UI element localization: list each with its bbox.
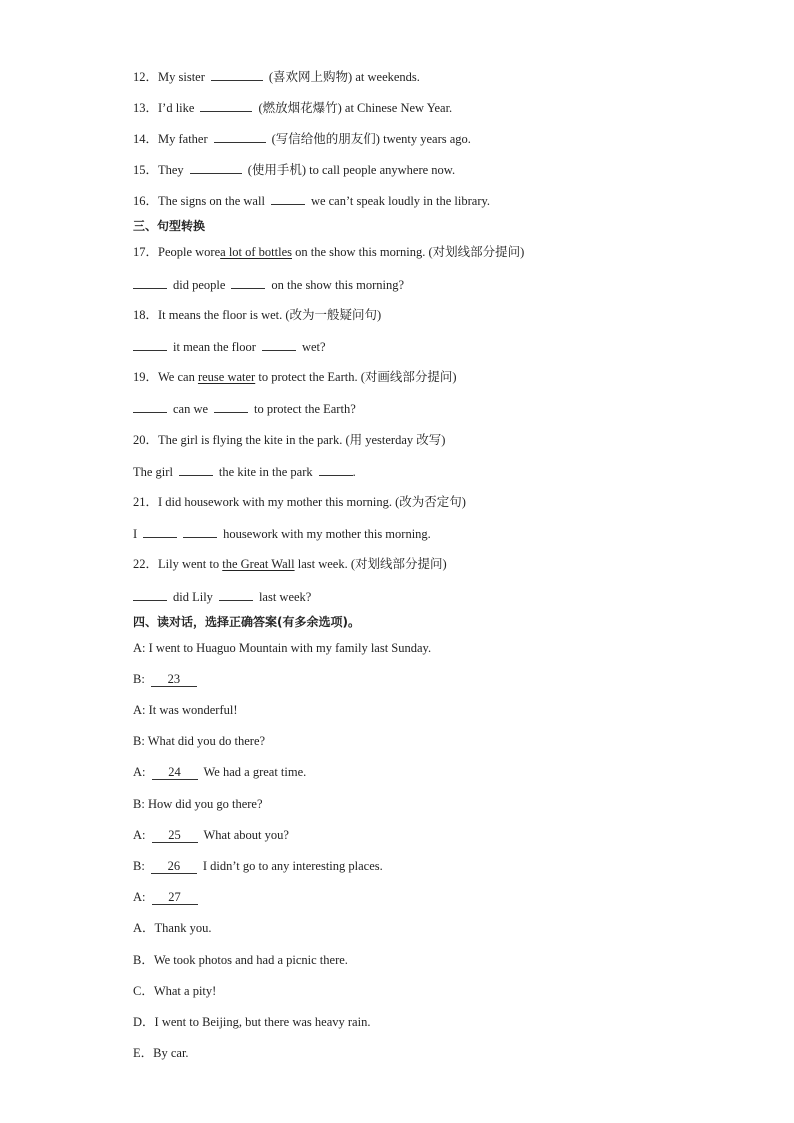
q20-answer-mid: the kite in the park [218,465,313,479]
q18-answer-tail: wet? [301,340,326,354]
answer-slot-25[interactable]: 25 [152,829,198,843]
q16-prompt: 16．The signs on the wall [133,194,265,208]
answer-slot-23[interactable]: 23 [151,673,197,687]
q19-answer-tail: to protect the Earth? [254,402,356,416]
question-17 [133,244,524,260]
dialog-line-7 [133,827,289,843]
q17-tail: on the show this morning. (对划线部分提问) [295,245,525,259]
dialog-line-4 [133,733,265,749]
answer-blank-19b[interactable] [214,400,248,413]
q21-answer-tail: housework with my mother this morning. [223,527,431,541]
answer-slot-26[interactable]: 26 [151,860,197,874]
q14-tail: twenty years ago. [383,132,471,146]
dialog-text: We had a great time. [203,765,307,779]
q13-chinese-hint: (燃放烟花爆竹) [258,101,342,115]
question-22 [133,556,447,572]
q18-answer-mid: it mean the floor [173,340,256,354]
answer-blank-22a[interactable] [133,588,167,601]
question-12 [133,68,420,85]
q21-answer-head: I [133,527,138,541]
q12-chinese-hint: (喜欢网上购物) [268,70,353,84]
answer-blank-20b[interactable] [319,463,353,476]
q20-answer-tail: . [352,465,356,479]
dialog-line-9 [133,889,198,905]
question-19 [133,369,457,385]
q17-prompt: 17．People wore [133,245,221,259]
speaker-label: A: [133,703,146,717]
answer-line-20 [133,463,356,480]
q20-answer-head: The girl [133,465,173,479]
q17-answer-mid: did people [173,278,226,292]
q22-answer-tail: last week? [258,590,312,604]
answer-line-19 [133,400,356,417]
q14-chinese-hint: (写信给他的朋友们) [271,132,380,146]
q19-answer-mid: can we [173,402,209,416]
q13-prompt: 13．I’d like [133,101,195,115]
option-b: B．We took photos and had a picnic there. [133,953,348,967]
answer-slot-24[interactable]: 24 [152,766,198,780]
question-14 [133,130,471,147]
dialog-text: How did you go there? [147,797,263,811]
answer-blank-14[interactable] [214,130,266,143]
question-20: 20．The girl is flying the kite in the park. (用 yesterday 改写) [133,433,446,447]
q22-underlined: the Great Wall [222,557,295,571]
dialog-text: It was wonderful! [148,703,238,717]
dialog-line-5 [133,764,306,780]
dialog-line-3 [133,702,238,718]
option-a: A．Thank you. [133,921,212,935]
q15-tail: to call people anywhere now. [309,163,456,177]
option-d: D．I went to Beijing, but there was heavy rain. [133,1015,371,1029]
q17-underlined: a lot of bottles [220,245,293,259]
answer-blank-15[interactable] [190,161,242,174]
speaker-label: A: [133,765,146,779]
dialog-text: What about you? [203,828,289,842]
q15-chinese-hint: (使用手机) [247,163,307,177]
option-c: C．What a pity! [133,984,217,998]
q16-tail: we can’t speak loudly in the library. [310,194,491,208]
speaker-label: B: [133,734,145,748]
answer-blank-16[interactable] [271,192,305,205]
q17-answer-tail: on the show this morning? [271,278,405,292]
question-21: 21．I did housework with my mother this morning. (改为否定句) [133,495,466,509]
q15-prompt: 15．They [133,163,184,177]
answer-blank-12[interactable] [211,68,263,81]
speaker-label: B: [133,672,145,686]
dialog-line-8 [133,858,383,874]
speaker-label: B: [133,859,145,873]
dialog-text: I went to Huaguo Mountain with my family last Sunday. [148,641,432,655]
dialog-line-1 [133,640,431,656]
answer-blank-20a[interactable] [179,463,213,476]
q13-tail: at Chinese New Year. [344,101,453,115]
answer-line-17 [133,276,404,293]
speaker-label: A: [133,828,146,842]
question-18: 18．It means the floor is wet. (改为一般疑问句) [133,308,382,322]
answer-blank-17b[interactable] [231,276,265,289]
q19-prompt: 19．We can [133,370,195,384]
q19-underlined: reuse water [197,370,256,384]
q14-prompt: 14．My father [133,132,208,146]
answer-blank-13[interactable] [200,99,252,112]
speaker-label: B: [133,797,145,811]
answer-slot-27[interactable]: 27 [152,891,198,905]
answer-blank-17a[interactable] [133,276,167,289]
speaker-label: A: [133,641,146,655]
question-13 [133,99,452,116]
question-15 [133,161,455,178]
answer-blank-18b[interactable] [262,338,296,351]
dialog-line-2 [133,671,197,687]
dialog-text: What did you do there? [147,734,266,748]
speaker-label: A: [133,890,146,904]
answer-blank-18a[interactable] [133,338,167,351]
q22-prompt: 22．Lily went to [133,557,220,571]
section-4-heading: 四、读对话，选择正确答案(有多余选项)。 [133,615,360,629]
q12-tail: at weekends. [355,70,420,84]
option-e: E．By car. [133,1046,189,1060]
dialog-text: I didn’t go to any interesting places. [202,859,383,873]
section-3-heading: 三、句型转换 [133,219,206,233]
answer-blank-19a[interactable] [133,400,167,413]
question-16 [133,192,490,209]
answer-blank-21a[interactable] [143,525,177,538]
q22-answer-mid: did Lily [173,590,213,604]
answer-blank-21b[interactable] [183,525,217,538]
dialog-line-6 [133,796,263,812]
answer-line-18 [133,338,326,355]
q12-prompt: 12．My sister [133,70,205,84]
q22-tail: last week. (对划线部分提问) [297,557,447,571]
answer-line-21 [133,525,431,542]
answer-blank-22b[interactable] [219,588,253,601]
answer-line-22 [133,588,311,605]
q19-tail: to protect the Earth. (对画线部分提问) [258,370,457,384]
